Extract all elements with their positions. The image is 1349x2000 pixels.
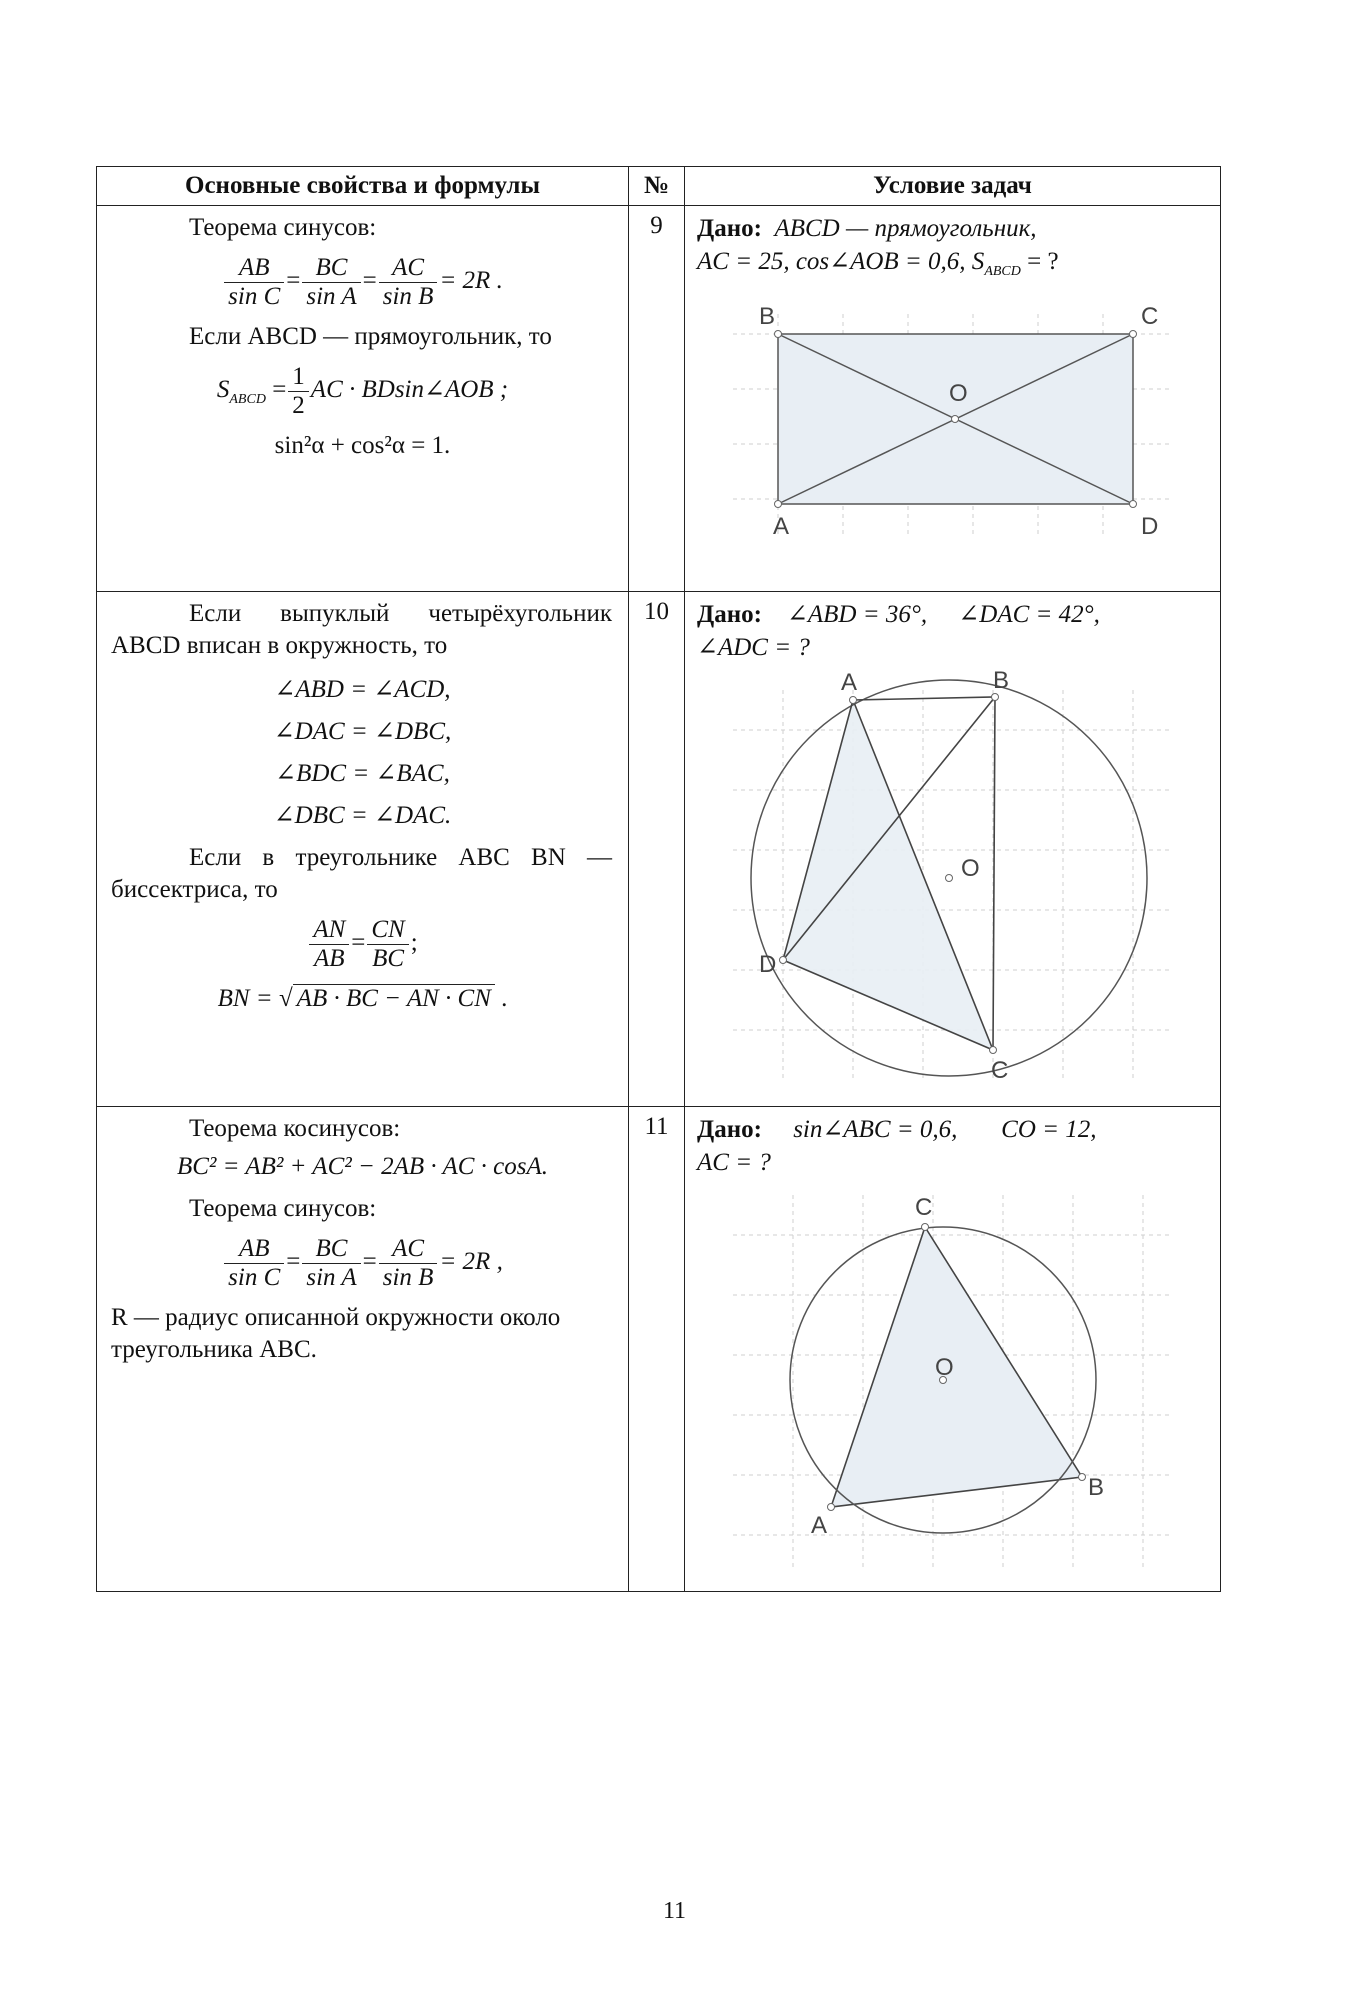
sine-rule-formula-2: $\frac{AB}{\text{sin C}}$ = $\frac{BC}{\text{sin A}}$ = $\frac{AC}{\text{sin B}}$ = 2R ,	[97, 1235, 628, 1292]
inscribed-quad-text: Если выпуклый четырёхугольник ABCD вписан в окружность, то	[111, 600, 612, 659]
label-c: C	[1140, 303, 1158, 330]
label-o: O	[934, 1354, 954, 1381]
area-formula: $S_{ABCD}$ = $\frac{1}{2}$ AC · BDsin∠AOB ;	[216, 363, 509, 419]
label-a: A	[810, 1512, 827, 1539]
table-row	[97, 592, 1221, 1107]
header-number: №	[629, 167, 685, 206]
condition-cell-10	[685, 592, 1221, 1107]
table-header-row	[97, 167, 1221, 206]
condition-text-9: Дано: ABCD — прямоугольник, AC = 25, cos∠AOB = 0,6, $S_{ABCD}$ = ?	[697, 215, 1059, 279]
angle-eq-1: ∠ABD = ∠ACD,	[274, 676, 451, 703]
angle-eq-4: ∠DBC = ∠DAC.	[273, 802, 452, 829]
label-d: D	[758, 951, 776, 978]
table-row	[97, 206, 1221, 592]
rectangle-figure	[703, 294, 1203, 544]
angle-eq-2: ∠DAC = ∠DBC,	[273, 718, 452, 745]
label-d: D	[1140, 513, 1158, 540]
label-b: B	[1087, 1474, 1104, 1501]
page-number: 11	[662, 1898, 687, 1924]
trig-identity: sin²α + cos²α = 1.	[274, 432, 451, 459]
sine-theorem-title-2: Теорема синусов:	[189, 1195, 377, 1222]
header-conditions: Условие задач	[685, 167, 1221, 206]
label-o: O	[948, 380, 968, 407]
rectangle-condition: Если ABCD — прямоугольник, то	[189, 323, 552, 350]
problem-number-9: 9	[629, 206, 685, 592]
label-b: B	[992, 670, 1009, 694]
bisector-text: Если в треугольнике ABC BN — биссектриса, то	[111, 844, 612, 903]
label-a: A	[840, 670, 857, 696]
cosine-formula: BC² = AB² + AC² − 2AB · AC · cosA.	[176, 1153, 548, 1180]
theory-cell-9	[97, 206, 629, 592]
triangle-circle-figure	[703, 1185, 1203, 1575]
condition-cell-9	[685, 206, 1221, 592]
inscribed-quad-figure	[703, 670, 1203, 1090]
properties-table	[96, 166, 1221, 1592]
problem-number-10: 10	[629, 592, 685, 1107]
bisector-formula: $\frac{AN}{AB}$ = $\frac{CN}{BC}$ ;	[97, 916, 628, 973]
condition-text-11: Дано: sin∠ABC = 0,6, CO = 12, AC = ?	[697, 1116, 1097, 1176]
bisector-length-formula: BN = √ AB · BC − AN · CN .	[217, 985, 508, 1012]
header-properties: Основные свойства и формулы	[97, 167, 629, 206]
label-a: A	[772, 513, 789, 540]
cosine-theorem-title: Теорема косинусов:	[189, 1115, 401, 1142]
theory-cell-10	[97, 592, 629, 1107]
sine-rule-formula: $\frac{AB}{\text{sin C}}$ = $\frac{BC}{\text{sin A}}$ = $\frac{AC}{\text{sin B}}$ = 2R .	[97, 254, 628, 311]
label-c: C	[990, 1057, 1008, 1084]
problem-number-11: 11	[629, 1107, 685, 1592]
theory-cell-11	[97, 1107, 629, 1592]
sine-theorem-title: Теорема синусов:	[189, 214, 377, 241]
condition-text-10: Дано: ∠ABD = 36°, ∠DAC = 42°, ∠ADC = ?	[697, 601, 1100, 661]
condition-cell-11	[685, 1107, 1221, 1592]
table-row	[97, 1107, 1221, 1592]
label-c: C	[914, 1194, 932, 1221]
radius-definition: R — радиус описанной окружности около треугольника ABC.	[111, 1304, 561, 1363]
label-b: B	[758, 303, 775, 330]
label-o: O	[960, 855, 980, 882]
angle-eq-3: ∠BDC = ∠BAC,	[275, 760, 450, 787]
